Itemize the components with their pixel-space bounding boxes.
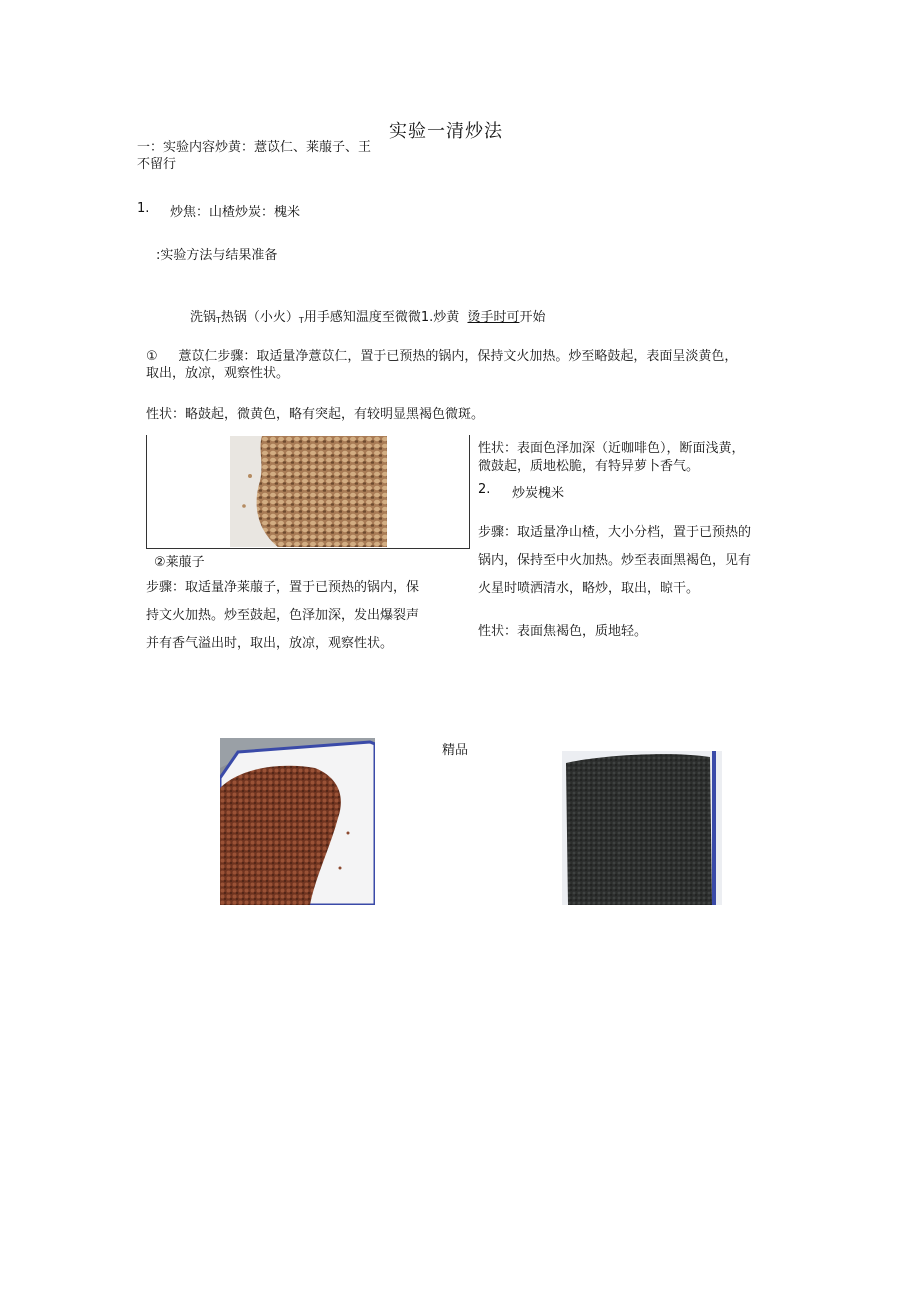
shanzha-properties: 性状：表面焦褐色，质地轻。 [478, 624, 648, 639]
prep-mark-2: T [298, 316, 304, 325]
prep-part-3: 用手感知温度至微微1.炒黄 [303, 310, 460, 325]
shanzha-step-line-1: 步骤：取适量净山楂，大小分档，置于已预热的 [478, 525, 752, 540]
prep-part-4: 开始 [519, 310, 546, 325]
yiyiren-step-line-1: ① 薏苡仁步骤：取适量净薏苡仁，置于已预热的锅内，保持文火加热。炒至略鼓起，表面呈淡黄色， [146, 349, 738, 364]
laifuzi-photo [220, 738, 375, 905]
shanzha-step-line-3: 火星时喷洒清水，略炒，取出，晾干。 [478, 581, 700, 596]
item-2-text: 炒炭槐米 [512, 486, 565, 501]
laifuzi-label: ②莱菔子 [154, 555, 205, 570]
laifuzi-step-line-2: 持文火加热。炒至鼓起，色泽加深，发出爆裂声 [146, 608, 420, 623]
finished-label: 精品 [442, 743, 469, 758]
prep-part-1: 洗锅 [190, 310, 217, 325]
item-1-text: 炒焦：山楂炒炭：槐米 [170, 205, 301, 220]
item-2-number: 2. [478, 482, 491, 497]
yiyiren-step-line-2: 取出，放凉，观察性状。 [146, 366, 290, 381]
charcoal-photo-graphic [562, 751, 722, 905]
charcoal-photo [562, 751, 722, 905]
intro-line-1: 一：实验内容炒黄：薏苡仁、莱菔子、王 [137, 140, 372, 155]
laifuzi-step-line-1: 步骤：取适量净莱菔子，置于已预热的锅内，保 [146, 580, 420, 595]
shanzha-step-line-2: 锅内，保持至中火加热。炒至表面黑褐色，见有 [478, 553, 752, 568]
prep-mark-1: T [216, 316, 221, 325]
laifuzi-photo-graphic [220, 738, 375, 905]
prep-underlined: 烫手时可 [467, 310, 520, 325]
intro-line-2: 不留行 [137, 157, 177, 172]
yiyiren-properties: 性状：略鼓起，微黄色，略有突起，有较明显黑褐色微斑。 [146, 407, 485, 422]
yiyiren-photo [230, 436, 387, 547]
photo-frame-right [469, 435, 470, 548]
right-properties-line-2: 微鼓起，质地松脆，有特异萝卜香气。 [478, 459, 700, 474]
prep-line [190, 306, 546, 325]
laifuzi-step-line-3: 并有香气溢出时，取出，放凉，观察性状。 [146, 636, 394, 651]
item-1-number: 1. [137, 201, 150, 216]
section-2-heading: :实验方法与结果准备 [156, 248, 278, 263]
page-title: 实验一清炒法 [389, 121, 503, 142]
right-properties-line-1: 性状：表面色泽加深（近咖啡色），断面浅黄， [478, 441, 745, 456]
prep-part-2: 热锅（小火） [220, 310, 299, 325]
yiyiren-photo-graphic [230, 436, 387, 547]
